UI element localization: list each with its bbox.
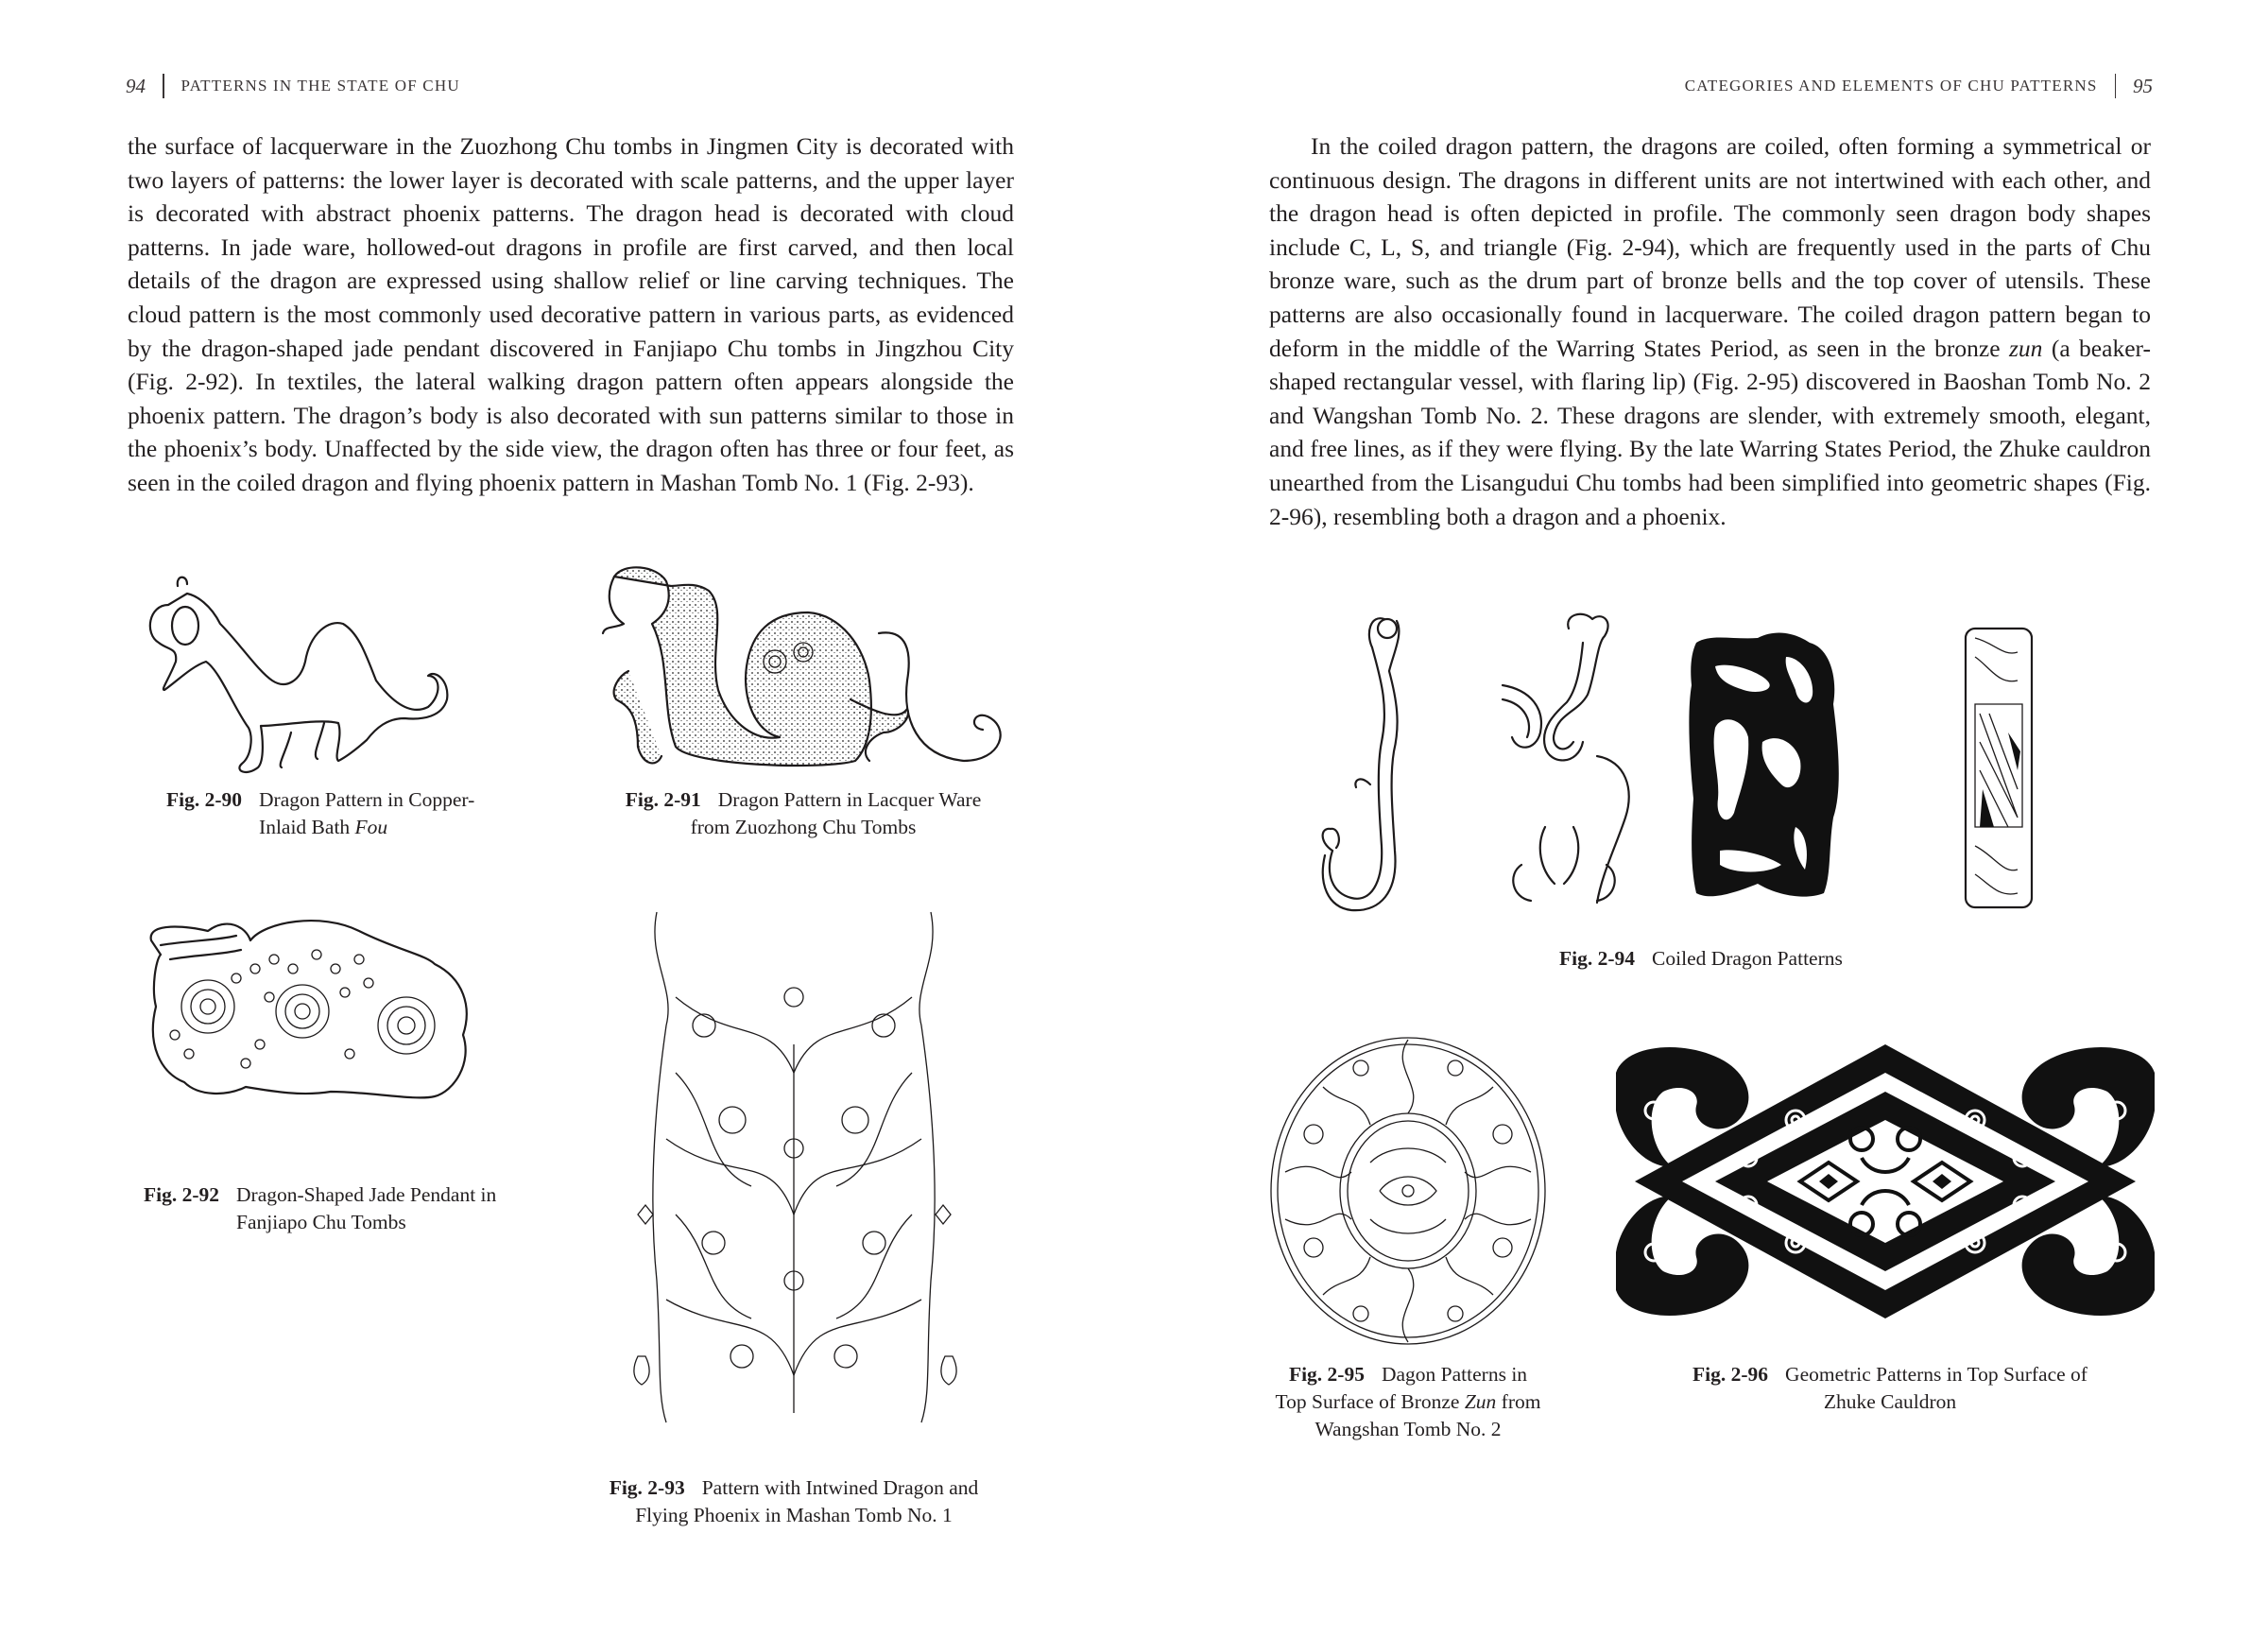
running-head-left	[126, 74, 460, 98]
figure-2-95-image	[1266, 1030, 1550, 1352]
figure-title: Pattern with Intwined Dragon and	[701, 1476, 979, 1499]
figure-2-93-caption	[586, 1474, 1002, 1529]
figure-number: Fig. 2-94	[1559, 947, 1636, 970]
paragraph: the surface of lacquerware in the Zuozhong Chu tombs in Jingmen City is decorated with two layers of patterns: the lower layer is decorated with scale patterns, and the upper layer is decorated with abstract phoenix patterns. The dragon head is decorated with cloud patterns. In jade ware, hollowed-out dragons in profile are first carved, and then local details of the dragon are expressed using shallow relief or line carving techniques. The cloud pattern is the most commonly used decorative pattern in various parts, as evidenced by the dragon-shaped jade pendant discovered in Fanjiapo Chu tombs in Jingzhou City (Fig. 2-92). In textiles, the lateral walking dragon pattern often appears alongside the phoenix pattern. The dragon’s body is also decorated with sun patterns similar to those in the phoenix’s body. Unaffected by the side view, the dragon often has three or four feet, as seen in the coiled dragon and flying phoenix pattern in Mashan Tomb No. 1 (Fig. 2-93).	[128, 132, 1014, 496]
figure-2-96-caption	[1644, 1361, 2136, 1416]
figure-title: Dragon-Shaped Jade Pendant in Fanjiapo Chu Tombs	[236, 1183, 497, 1233]
figure-2-90-caption	[166, 786, 474, 841]
right-page	[1134, 0, 2268, 1637]
coiled-dragon-s-shape	[1503, 614, 1629, 903]
figure-title: Dragon Pattern in Copper- Inlaid Bath Fou	[259, 788, 475, 838]
figure-title-line2: Zhuke Cauldron	[1823, 1390, 1957, 1413]
figure-number: Fig. 2-95	[1288, 1363, 1365, 1386]
figure-number: Fig. 2-91	[625, 788, 701, 811]
body-text	[128, 129, 1014, 500]
figure-2-94-caption	[1559, 945, 1843, 973]
figure-number: Fig. 2-92	[144, 1183, 220, 1206]
figure-2-90-image	[140, 567, 537, 784]
coiled-dragon-triangle-shape	[1966, 629, 2032, 907]
figure-title: Coiled Dragon Patterns	[1652, 947, 1843, 970]
figure-number: Fig. 2-90	[166, 788, 243, 811]
figure-title: Dragon Pattern in Lacquer Ware	[717, 788, 982, 811]
figure-title: Geometric Patterns in Top Surface of	[1785, 1363, 2088, 1386]
figure-title-line2: Flying Phoenix in Mashan Tomb No. 1	[635, 1504, 953, 1526]
figure-2-91-caption	[605, 786, 1002, 841]
figure-2-96-image	[1606, 1035, 2164, 1328]
running-head-right	[1685, 74, 2153, 98]
coiled-dragon-l-shape	[1689, 633, 1838, 897]
figure-number: Fig. 2-96	[1692, 1363, 1769, 1386]
header-divider	[163, 74, 164, 98]
figure-2-94-image	[1314, 600, 2117, 922]
figure-2-91-image	[586, 558, 1021, 784]
body-text	[1269, 129, 2151, 533]
header-divider	[2115, 74, 2117, 98]
figure-2-95-caption: Fig. 2-95 Dagon Patterns in Top Surface of Bronze Zun from Wangshan Tomb No. 2	[1275, 1363, 1541, 1440]
figure-2-92-image	[132, 903, 539, 1111]
page-number: 95	[2133, 74, 2153, 97]
coiled-dragon-c-shape	[1323, 618, 1400, 910]
paragraph: In the coiled dragon pattern, the dragons are coiled, often forming a symmetrical or continuous design. The dragons in different units are not intertwined with each other, and the dragon head is often depicted in profile. The commonly seen dragon body shapes include C, L, S, and triangle (Fig. 2-94), which are frequently used in the parts of Chu bronze ware, such as the drum part of bronze bells and the top cover of utensils. These patterns are also occasionally found in lacquerware. The coiled dragon pattern began to deform in the middle of the Warring States Period, as seen in the bronze zun (a beaker-shaped rectangular vessel, with flaring lip) (Fig. 2-95) discovered in Baoshan Tomb No. 2 and Wangshan Tomb No. 2. These dragons are slender, with extremely smooth, elegant, and free lines, as if they were flying. By the late Warring States Period, the Zhuke cauldron unearthed from the Lisangudui Chu tombs had been simplified into geometric shapes (Fig. 2-96), resembling both a dragon and a phoenix.	[1269, 132, 2151, 530]
running-head-title: CATEGORIES AND ELEMENTS OF CHU PATTERNS	[1684, 77, 2098, 95]
figure-2-92-caption	[144, 1181, 496, 1236]
running-head-title: PATTERNS IN THE STATE OF CHU	[180, 77, 460, 95]
page-number: 94	[126, 74, 146, 97]
figure-2-93-image	[619, 903, 969, 1432]
figure-title: Dagon Patterns in	[1381, 1363, 1528, 1386]
figure-number: Fig. 2-93	[609, 1476, 685, 1499]
figure-title-line2: from Zuozhong Chu Tombs	[690, 816, 917, 838]
